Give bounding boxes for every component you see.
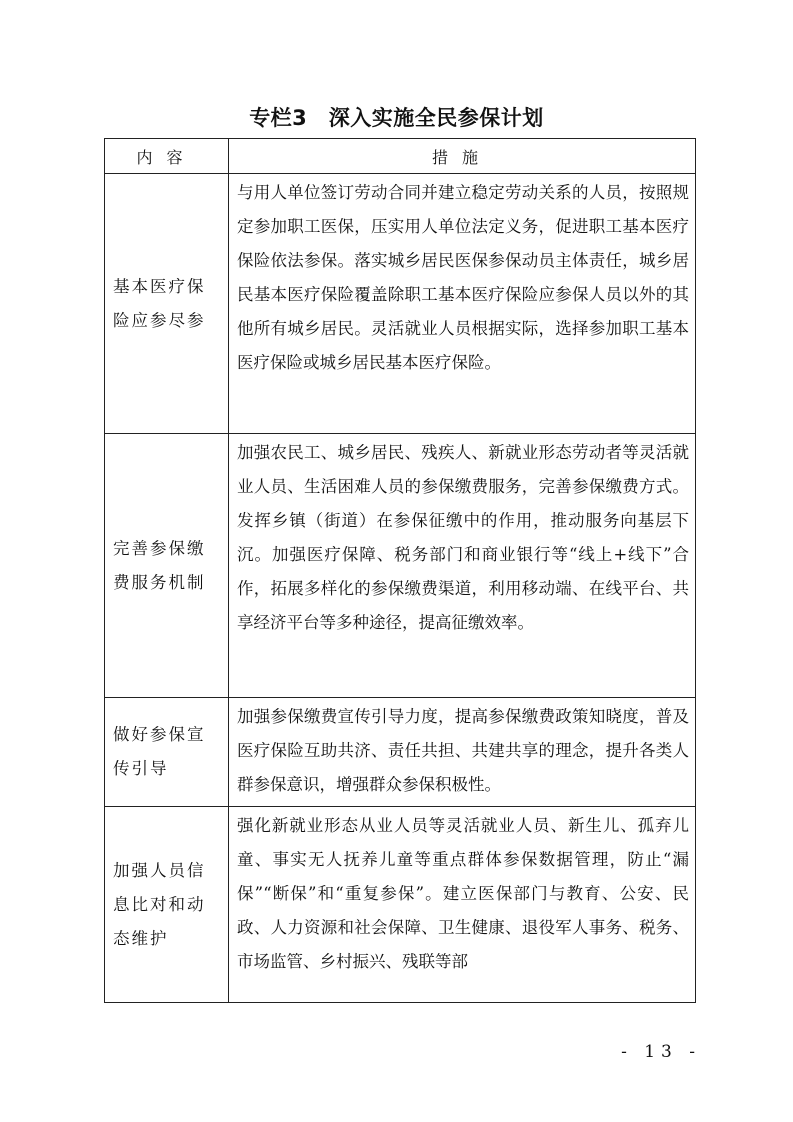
row-label: 做好参保宣传引导 (105, 698, 229, 807)
row-text: 加强参保缴费宣传引导力度，提高参保缴费政策知晓度，普及医疗保险互助共济、责任共担、共建共享的理念，提升各类人群参保意识，增强群众参保积极性。 (229, 698, 696, 807)
row-label: 基本医疗保险应参尽参 (105, 174, 229, 434)
row-text: 加强农民工、城乡居民、残疾人、新就业形态劳动者等灵活就业人员、生活困难人员的参保缴费服务，完善参保缴费方式。发挥乡镇（街道）在参保征缴中的作用，推动服务向基层下沉。加强医疗保障、税务部门和商业银行等“线上+线下”合作，拓展多样化的参保缴费渠道，利用移动端、在线平台、共享经济平台等多种途径，提高征缴效率。 (229, 434, 696, 698)
header-measures: 措施 (229, 139, 696, 174)
row-label: 加强人员信息比对和动态维护 (105, 807, 229, 1003)
table-row (105, 434, 696, 698)
table-row (105, 174, 696, 434)
page-title: 专栏3 深入实施全民参保计划 (249, 106, 544, 130)
header-content: 内容 (105, 139, 229, 174)
measures-table (104, 138, 696, 1003)
table-row (105, 698, 696, 807)
table-header-row (105, 139, 696, 174)
row-label: 完善参保缴费服务机制 (105, 434, 229, 698)
row-text: 与用人单位签订劳动合同并建立稳定劳动关系的人员，按照规定参加职工医保，压实用人单位法定义务，促进职工基本医疗保险依法参保。落实城乡居民医保参保动员主体责任，城乡居民基本医疗保险覆盖除职工基本医疗保险应参保人员以外的其他所有城乡居民。灵活就业人员根据实际，选择参加职工基本医疗保险或城乡居民基本医疗保险。 (229, 174, 696, 434)
row-text: 强化新就业形态从业人员等灵活就业人员、新生儿、孤弃儿童、事实无人抚养儿童等重点群体参保数据管理，防止“漏保”“断保”和“重复参保”。建立医保部门与教育、公安、民政、人力资源和社会保障、卫生健康、退役军人事务、税务、市场监管、乡村振兴、残联等部 (229, 807, 696, 1003)
table-row (105, 807, 696, 1003)
page-number: - 13 - (621, 1042, 701, 1062)
